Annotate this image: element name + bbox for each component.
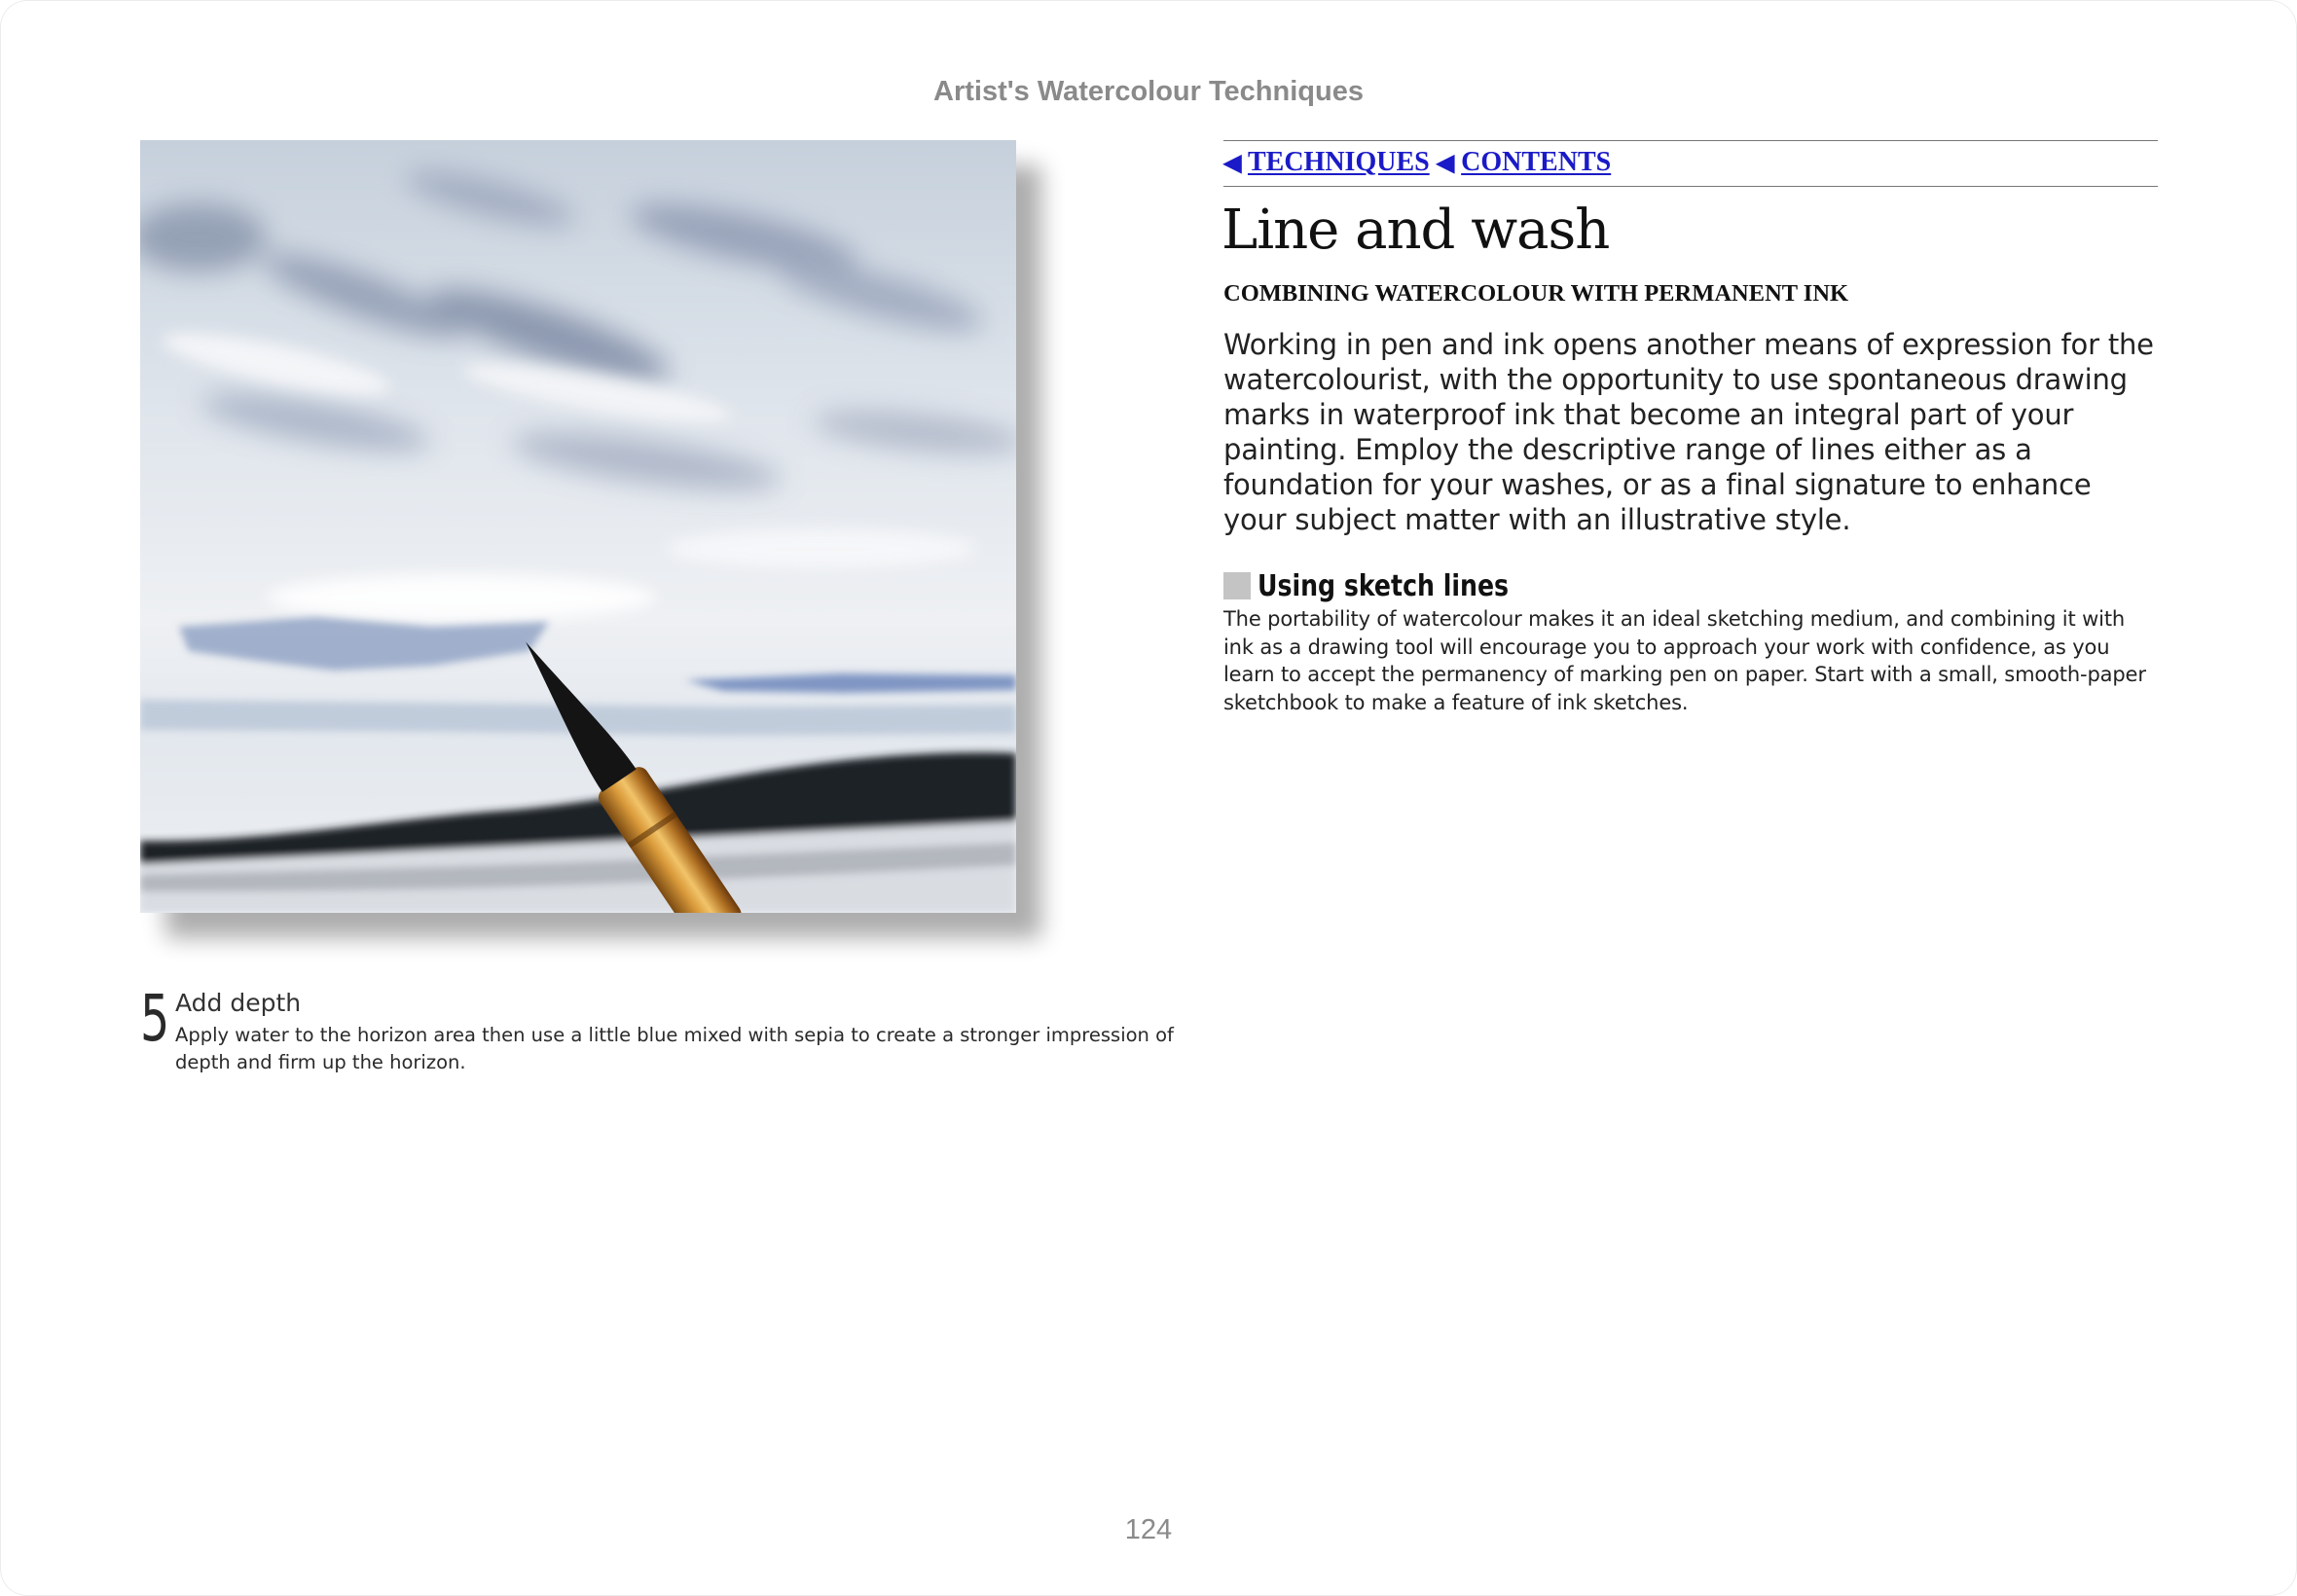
- step-text: Apply water to the horizon area then use a little blue mixed with sepia to create a stronger impression of depth and firm up the horizon.: [175, 1024, 1174, 1073]
- grey-square-icon: [1223, 572, 1251, 599]
- section-subtitle: COMBINING WATERCOLOUR WITH PERMANENT INK: [1223, 280, 1849, 307]
- techniques-link[interactable]: TECHNIQUES: [1247, 147, 1430, 177]
- book-title: Artist's Watercolour Techniques: [933, 76, 1364, 107]
- contents-link[interactable]: CONTENTS: [1461, 147, 1612, 177]
- navigation-bar: [1223, 140, 2158, 187]
- sub-heading: [1223, 568, 1556, 603]
- section-title: Line and wash: [1221, 199, 1610, 262]
- sub-heading-text: Using sketch lines: [1258, 568, 1510, 603]
- step-number: 5: [140, 981, 170, 1056]
- intro-paragraph: Working in pen and ink opens another means of expression for the watercolourist, with the opportunity to use spontaneous drawing marks in waterproof ink that become an integral part of your painting. Employ the descriptive range of lines either as a foundation for your washes, or as a final signature to enhance your subject matter with an illustrative style.: [1223, 328, 2154, 536]
- step-title: Add depth: [175, 989, 302, 1017]
- back-arrow-icon: ◀: [1436, 151, 1455, 176]
- back-arrow-icon: ◀: [1223, 151, 1242, 176]
- watercolour-sky-painting-icon: [140, 140, 1016, 913]
- page-number: 124: [1124, 1514, 1173, 1545]
- sub-body-paragraph: The portability of watercolour makes it an ideal sketching medium, and combining it with ink as a drawing tool will encourage you to approach your work with confidence, as you learn to accept the permanency of marking pen on paper. Start with a small, smooth-paper sketchbook to make a feature of ink sketches.: [1223, 607, 2146, 714]
